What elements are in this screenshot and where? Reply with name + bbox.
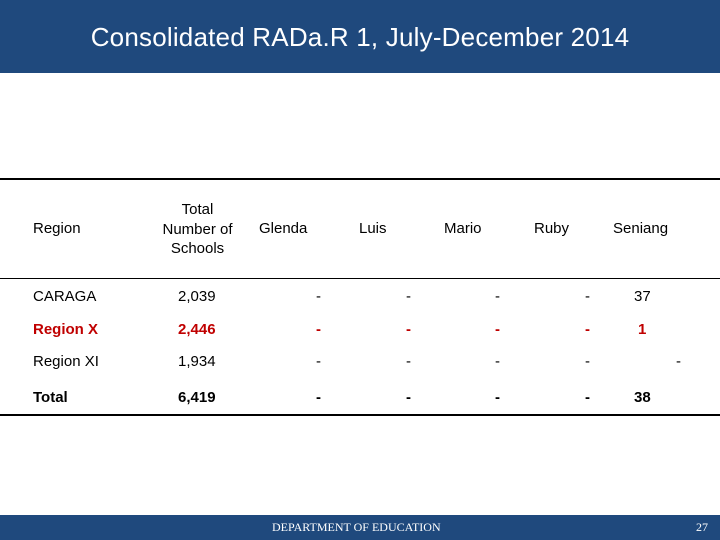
header-region: Region (33, 220, 81, 237)
cell-total: 1,934 (178, 353, 216, 370)
header-total-schools (150, 200, 245, 259)
cell-luis: - (406, 288, 411, 305)
cell-mario: - (495, 353, 500, 370)
cell-total: 2,446 (178, 321, 216, 338)
footer-org: DEPARTMENT OF EDUCATION (272, 520, 441, 534)
cell-ruby: - (585, 321, 590, 338)
header-mario: Mario (444, 220, 482, 237)
cell-region: CARAGA (33, 288, 97, 305)
cell-seniang: - (676, 353, 681, 370)
slide-title: Consolidated RADa.R 1, July-December 2014 (90, 22, 630, 52)
header-total-line1: Total (181, 201, 214, 218)
cell-region: Region X (33, 321, 99, 338)
header-total-line2: Number of (162, 220, 233, 238)
header-total-line3: Schools (170, 240, 225, 257)
cell-region: Region XI (33, 353, 99, 370)
table-header-rule (0, 278, 720, 279)
cell-mario: - (495, 288, 500, 305)
cell-glenda: - (316, 389, 321, 406)
cell-luis: - (406, 353, 411, 370)
header-glenda: Glenda (259, 220, 308, 237)
cell-total: 2,039 (178, 288, 216, 305)
cell-mario: - (495, 321, 500, 338)
cell-mario: - (495, 389, 500, 406)
cell-luis: - (406, 389, 411, 406)
cell-glenda: - (316, 288, 321, 305)
header-ruby: Ruby (534, 220, 570, 237)
header-seniang: Seniang (613, 220, 669, 237)
cell-seniang: 37 (634, 288, 651, 305)
cell-ruby: - (585, 353, 590, 370)
table-top-rule (0, 178, 720, 180)
page-number: 27 (696, 520, 708, 534)
cell-ruby: - (585, 288, 590, 305)
header-luis: Luis (359, 220, 387, 237)
cell-glenda: - (316, 353, 321, 370)
cell-ruby: - (585, 389, 590, 406)
table-bottom-rule (0, 414, 720, 416)
cell-seniang: 1 (638, 321, 647, 338)
cell-glenda: - (316, 321, 321, 338)
cell-total: 6,419 (178, 389, 216, 406)
cell-luis: - (406, 321, 411, 338)
cell-seniang: 38 (634, 389, 651, 406)
cell-region: Total (33, 389, 68, 406)
